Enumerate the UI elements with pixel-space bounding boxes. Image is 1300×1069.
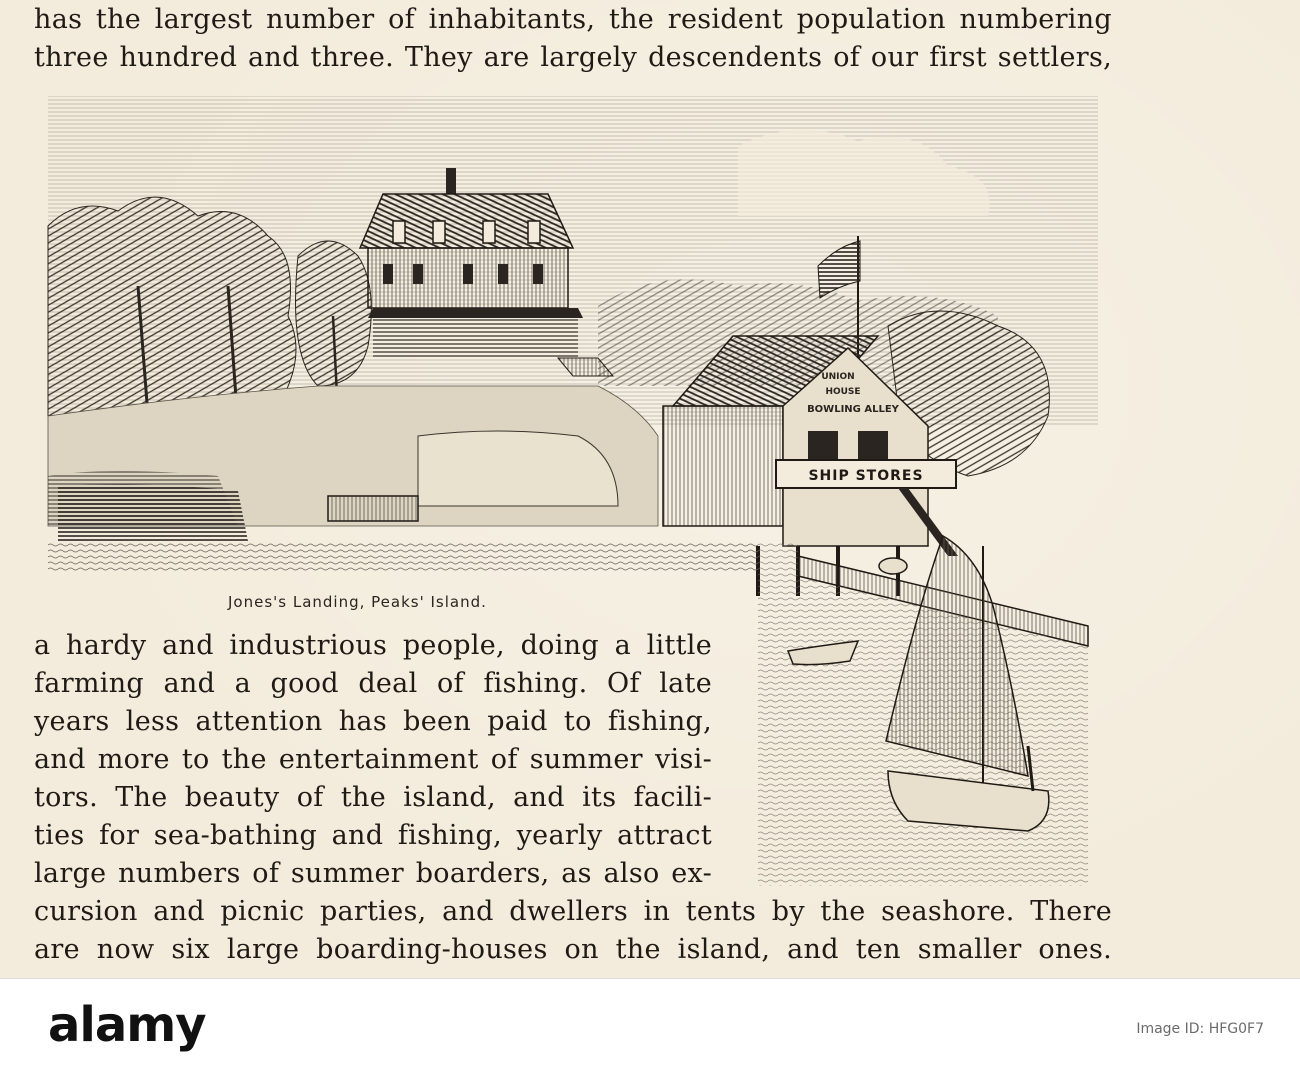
text-line-9: large numbers of summer boarders, as also ex- xyxy=(34,858,712,889)
text-line-8: ties for sea-bathing and fishing, yearly attract xyxy=(34,820,712,851)
text-line-3: a hardy and industrious people, doing a little xyxy=(34,630,712,661)
sign-ship-stores: SHIP STORES xyxy=(808,468,924,484)
text-line-10: cursion and picnic parties, and dwellers in tents by the seashore. There xyxy=(34,896,1112,927)
text-line-1: has the largest number of inhabitants, the resident population numbering xyxy=(34,4,1112,35)
alamy-logo[interactable]: alamy xyxy=(48,997,206,1053)
sign-union: UNION xyxy=(821,372,855,382)
sign-house: HOUSE xyxy=(825,387,861,397)
illustration-caption: Jones's Landing, Peaks' Island. xyxy=(228,593,487,611)
footer-bar xyxy=(0,978,1300,1069)
text-line-6: and more to the entertainment of summer visi- xyxy=(34,744,712,775)
text-line-4: farming and a good deal of fishing. Of late xyxy=(34,668,712,699)
text-line-2: three hundred and three. They are largely descendents of our first settlers, xyxy=(34,42,1112,73)
image-id-label: Image ID: HFG0F7 xyxy=(1136,1021,1264,1037)
text-line-7: tors. The beauty of the island, and its facili- xyxy=(34,782,712,813)
text-line-5: years less attention has been paid to fishing, xyxy=(34,706,712,737)
text-line-11: are now six large boarding-houses on the island, and ten smaller ones. xyxy=(34,934,1112,965)
sign-bowling-alley: BOWLING ALLEY xyxy=(807,404,899,415)
